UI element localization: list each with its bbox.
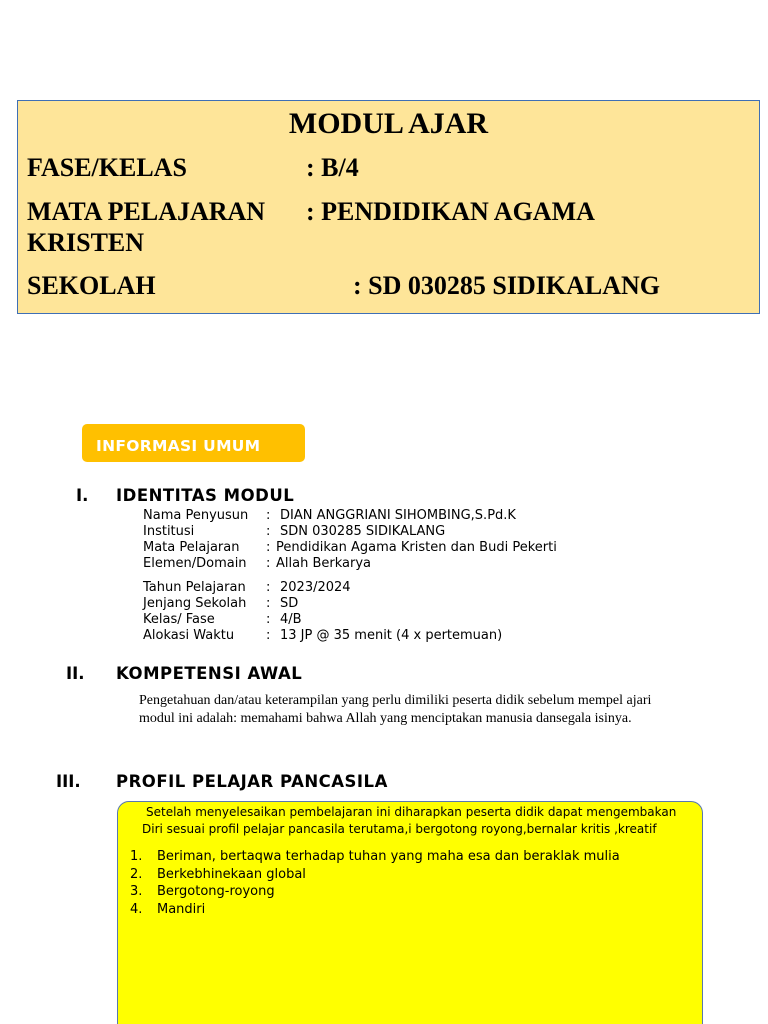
section-3-number: III. [56, 772, 81, 791]
row-label: Tahun Pelajaran [143, 580, 246, 595]
profil-intro [142, 804, 677, 838]
fase-value: : B/4 [306, 153, 359, 182]
row-colon: : [266, 612, 271, 627]
row-colon: : [266, 508, 271, 523]
list-item [130, 848, 620, 866]
profil-box [117, 801, 703, 1024]
row-value: 13 JP @ 35 menit (4 x pertemuan) [280, 628, 503, 643]
sekolah-value: : SD 030285 SIDIKALANG [353, 271, 660, 300]
row-colon: : [266, 540, 271, 555]
section-2-title: KOMPETENSI AWAL [116, 664, 303, 683]
row-colon: : [266, 556, 271, 571]
list-item-text: Berkebhinekaan global [157, 866, 306, 882]
kompetensi-paragraph: Pengetahuan dan/atau keterampilan yang perlu dimiliki peserta didik sebelum mempel ajari modul ini adalah: memahami bahwa Allah yang menciptakan manusia dansegala isinya. [139, 693, 652, 726]
row-colon: : [266, 580, 271, 595]
section-1-number: I. [76, 486, 89, 505]
list-item-number: 3. [130, 884, 143, 899]
row-label: Mata Pelajaran [143, 540, 240, 555]
row-value: 4/B [280, 612, 302, 627]
row-label: Institusi [143, 524, 195, 539]
row-value: Pendidikan Agama Kristen dan Budi Pekerti [276, 540, 557, 555]
row-value: SD [280, 596, 299, 611]
row-label: Kelas/ Fase [143, 612, 215, 627]
section-3-title: PROFIL PELAJAR PANCASILA [116, 772, 388, 791]
profil-list [130, 848, 620, 918]
module-title: MODUL AJAR [288, 107, 489, 140]
row-label: Alokasi Waktu [143, 628, 235, 643]
profil-intro-line-1: Setelah menyelesaikan pembelajaran ini diharapkan peserta didik dapat mengembakan [146, 805, 677, 819]
mapel-value: : PENDIDIKAN AGAMA [306, 197, 595, 226]
list-item-number: 1. [130, 849, 143, 864]
profil-intro-line-2: Diri sesuai profil pelajar pancasila terutama,i bergotong royong,bernalar kritis ,kreatif [142, 822, 657, 836]
list-item-text: Beriman, bertaqwa terhadap tuhan yang maha esa dan beraklak mulia [157, 849, 620, 864]
row-colon: : [266, 596, 271, 611]
mapel-label: MATA PELAJARAN [27, 197, 266, 226]
row-value: SDN 030285 SIDIKALANG [280, 524, 446, 539]
informasi-umum-badge [82, 424, 305, 462]
informasi-umum-label: INFORMASI UMUM [96, 437, 261, 455]
row-label: Jenjang Sekolah [143, 596, 247, 611]
row-colon: : [266, 628, 271, 643]
section-2-number: II. [66, 664, 85, 683]
row-value: DIAN ANGGRIANI SIHOMBING,S.Pd.K [280, 508, 516, 523]
list-item-number: 4. [130, 901, 143, 917]
fase-label: FASE/KELAS [27, 153, 187, 182]
row-label: Elemen/Domain [143, 556, 247, 571]
sekolah-label: SEKOLAH [27, 271, 156, 300]
list-item [130, 866, 620, 884]
list-item-number: 2. [130, 866, 143, 882]
section-1-title: IDENTITAS MODUL [116, 486, 295, 505]
row-value: Allah Berkarya [276, 556, 371, 571]
row-label: Nama Penyusun [143, 508, 249, 523]
list-item [130, 883, 620, 901]
list-item-text: Mandiri [157, 901, 206, 917]
row-value: 2023/2024 [280, 580, 351, 595]
mapel-continuation: KRISTEN [27, 228, 145, 257]
list-item-text: Bergotong-royong [157, 884, 275, 899]
header-box [17, 100, 760, 314]
row-colon: : [266, 524, 271, 539]
list-item [130, 901, 620, 919]
